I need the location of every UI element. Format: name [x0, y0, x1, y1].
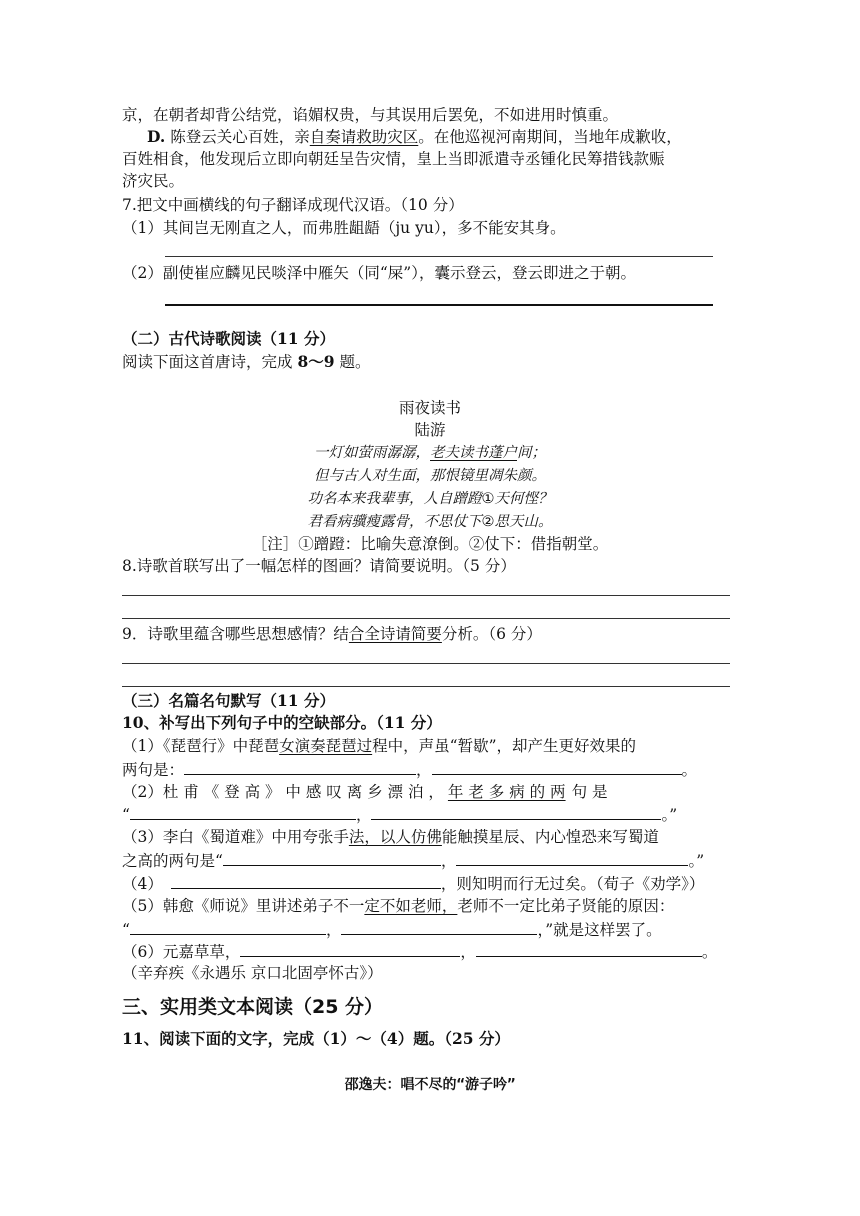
answer-line	[122, 663, 730, 664]
poem-line-1: 一灯如萤雨潺潺，老夫读书蓬户间；	[314, 445, 546, 461]
question-10-item-1-answer: 两句是： ， 。	[122, 758, 697, 781]
question-7-item-1: （1）其间岂无刚直之人，而弗胜龃龉（ju yu），多不能安其身。	[122, 219, 566, 237]
question-10-item-1: （1）《琵琶行》中琵琶女演奏琵琶过程中，声虽“暂歇”，却产生更好效果的	[122, 737, 636, 755]
question-10-item-5-answer: “ ， ，”就是这样罢了。	[122, 918, 662, 941]
fill-blank[interactable]	[184, 758, 416, 775]
fill-blank[interactable]	[171, 872, 441, 889]
option-d-line: D. 陈登云关心百姓，亲自奏请救助灾区。在他巡视河南期间，当地年成歉收，	[147, 127, 682, 146]
poem-line-3: 功名本来我辈事，人自蹭蹬①天何悭？	[307, 491, 553, 507]
answer-line	[122, 686, 730, 687]
question-7: 7.把文中画横线的句子翻译成现代汉语。（10 分）	[122, 196, 464, 214]
question-10-item-3: （3）李白《蜀道难》中用夸张手法，以人仿佛能触摸星辰、内心惶恐来写蜀道	[122, 828, 659, 846]
question-10-item-4: （4） ，则知明而行无过矣。（荀子《劝学》）	[122, 872, 704, 895]
fill-blank[interactable]	[371, 803, 661, 820]
poem-line-2: 但与古人对生面，那恨镜里凋朱颜。	[314, 468, 546, 484]
fill-blank[interactable]	[240, 940, 460, 957]
poem-title: 雨夜读书	[398, 399, 461, 417]
question-11: 11、阅读下面的文字，完成（1）～（4）题。（25 分）	[122, 1029, 510, 1048]
poem-note: ［注］①蹭蹬：比喻失意潦倒。②仗下：借指朝堂。	[251, 535, 609, 553]
question-10-item-5: （5）韩愈《师说》里讲述弟子不一定不如老师，老师不一定比弟子贤能的原因：	[122, 897, 675, 915]
section-2-title: （二）古代诗歌阅读（11 分）	[122, 329, 335, 348]
poem-author: 陆游	[414, 421, 446, 439]
option-d-line-3: 济灾民。	[122, 172, 185, 190]
article-title: 邵逸夫：唱不尽的“游子吟”	[344, 1077, 516, 1093]
option-d-label: D.	[147, 127, 166, 146]
answer-line	[165, 304, 713, 306]
question-8: 8.诗歌首联写出了一幅怎样的图画？请简要说明。（5 分）	[122, 557, 516, 575]
question-10-item-2: （2）杜 甫 《 登 高 》 中 感 叹 离 乡 漂 泊 ， 年 老 多 病 的 两 句 是	[122, 783, 608, 801]
question-10-item-2-answer: “ ， 。”	[122, 803, 677, 826]
question-10-item-6: （6）元嘉草草， ， 。	[122, 940, 717, 963]
part-3-title: 三、实用类文本阅读（25 分）	[122, 996, 384, 1018]
answer-line	[122, 595, 730, 596]
question-10: 10、补写出下列句子中的空缺部分。（11 分）	[122, 713, 442, 732]
option-c-continuation: 京，在朝者却背公结党，谄媚权贵，与其误用后罢免，不如进用时慎重。	[122, 106, 619, 124]
question-7-item-2: （2）副使崔应麟见民啖泽中雁矢（同“屎”），囊示登云，登云即进之于朝。	[122, 264, 636, 282]
section-3-title: （三）名篇名句默写（11 分）	[122, 691, 335, 710]
fill-blank[interactable]	[130, 803, 356, 820]
fill-blank[interactable]	[476, 940, 702, 957]
question-10-item-3-answer: 之高的两句是“ ， 。”	[122, 849, 704, 872]
poem-line-4: 君看病骥瘦露骨，不思仗下②思天山。	[307, 514, 553, 530]
fill-blank[interactable]	[432, 758, 682, 775]
answer-line	[165, 256, 713, 257]
fill-blank[interactable]	[456, 849, 688, 866]
section-2-intro: 阅读下面这首唐诗，完成 8～9 题。	[122, 352, 371, 371]
option-d-line-2: 百姓相食，他发现后立即向朝廷呈告灾情，皇上当即派遣寺丞锺化民筹措钱款赈	[122, 150, 665, 168]
answer-line	[122, 618, 730, 619]
underlined-phrase: 自奏请救助灾区	[309, 128, 419, 146]
fill-blank[interactable]	[223, 849, 441, 866]
fill-blank[interactable]	[130, 918, 326, 935]
question-10-item-6-source: （辛弃疾《永遇乐 京口北固亭怀古》）	[122, 964, 383, 982]
fill-blank[interactable]	[341, 918, 537, 935]
question-9: 9．诗歌里蕴含哪些思想感情？结合全诗请简要分析。（6 分）	[122, 625, 542, 643]
